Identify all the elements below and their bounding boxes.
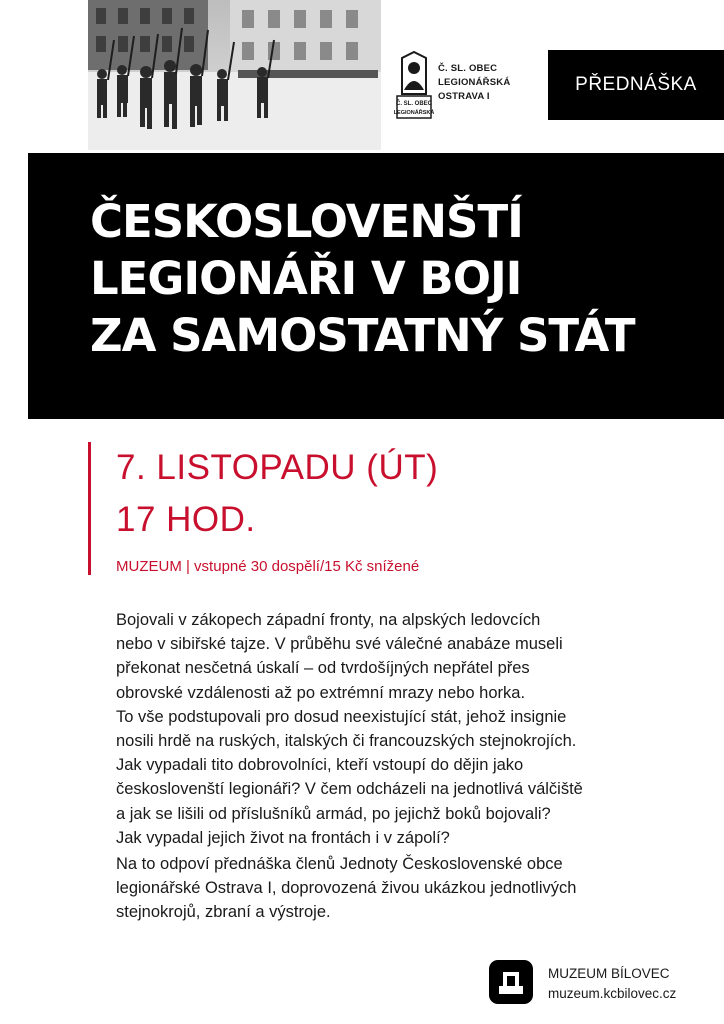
description-paragraph-2: Na to odpoví přednáška členů Jednoty Československé obce legionářské Ostrava I, doprovozená živou ukázkou jednotlivých stejnokrojů, zbraní a výstroje. bbox=[116, 855, 577, 922]
title-line-3: ZA SAMOSTATNÝ STÁT bbox=[90, 309, 635, 362]
title-line-1: ČESKOSLOVENŠTÍ bbox=[90, 195, 523, 248]
description bbox=[116, 608, 716, 925]
emblem-text-2: LEGIONÁŘSKÁ bbox=[394, 110, 434, 116]
legion-emblem-icon bbox=[394, 50, 434, 122]
event-type-badge: PŘEDNÁŠKA bbox=[548, 50, 724, 120]
event-time: 17 HOD. bbox=[116, 500, 256, 539]
emblem-text-1: Č. SL. OBEC bbox=[395, 101, 433, 107]
event-venue: MUZEUM | vstupné 30 dospělí/15 Kč snížené bbox=[116, 558, 420, 575]
logo-line-2: LEGIONÁŘSKÁ bbox=[438, 77, 511, 88]
footer-org-name: MUZEUM BÍLOVEC bbox=[548, 966, 670, 981]
museum-icon bbox=[489, 960, 533, 1004]
title-line-2: LEGIONÁŘI V BOJI bbox=[90, 252, 522, 305]
organization-logo bbox=[394, 50, 524, 122]
header-photo bbox=[88, 0, 381, 150]
description-paragraph-1: Bojovali v zákopech západní fronty, na alpských ledovcích nebo v sibiřské tajze. V průběhu své válečné anabáze museli překonat nesčetná úskalí – od tvrdošíjných nepřátel přes obrovské vzdálenosti až po extrémní mrazy nebo horka. To vše podstupovali pro dosud neexistující stát, jehož insignie nosili hrdě na ruských, italských či francouzských stejnokrojích. Jak vypadali tito dobrovolníci, kteří vstoupí do dějin jako českoslovenští legionáři? V čem odcházeli na jednotlivá válčiště a jak se lišili od příslušníků armád, po jejichž boků bojovali? Jak vypadal jejich život na frontách i v zápolí? bbox=[116, 611, 583, 847]
logo-text bbox=[438, 62, 510, 104]
accent-bar bbox=[88, 442, 91, 575]
footer-website-link[interactable]: muzeum.kcbilovec.cz bbox=[548, 986, 677, 1001]
event-date: 7. LISTOPADU (ÚT) bbox=[116, 448, 439, 487]
logo-line-3: OSTRAVA I bbox=[438, 91, 490, 102]
logo-line-1: Č. SL. OBEC bbox=[438, 63, 498, 74]
footer-contact bbox=[548, 964, 676, 1004]
title-block bbox=[28, 153, 724, 419]
